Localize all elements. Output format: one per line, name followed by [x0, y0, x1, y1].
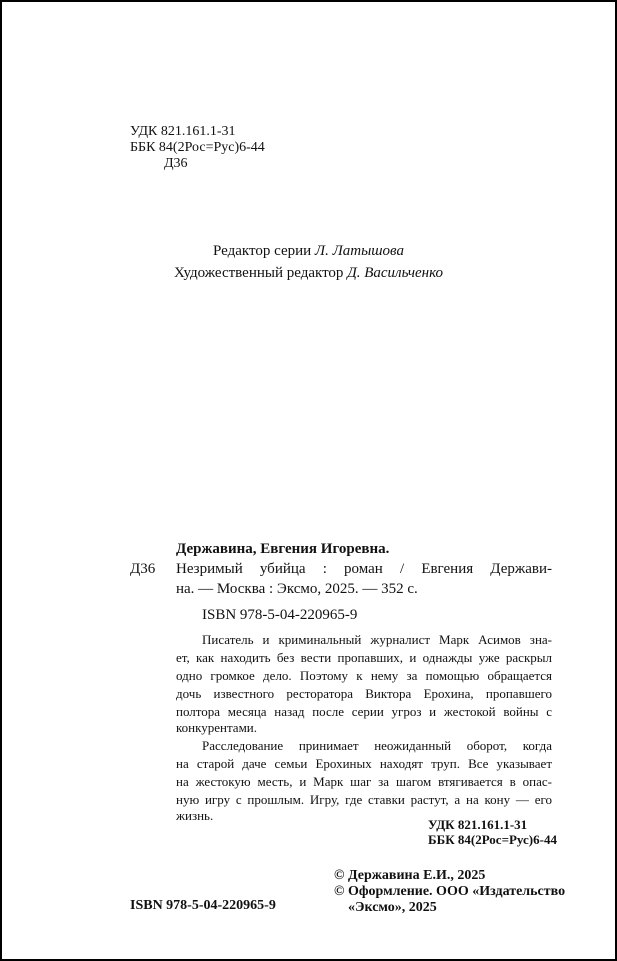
author-mark: Д36 [164, 156, 188, 171]
art-editor-role: Художественный редактор [173, 265, 348, 281]
author-heading: Державина, Евгения Игоревна. [176, 541, 390, 557]
annotation-line: Писатель и криминальный журналист Марк Асимов зна- [202, 632, 552, 647]
annotation-line: ную игру с прошлым. Игру, где ставки растут, а на кону — его [176, 792, 552, 807]
udk-code: УДК 821.161.1-31 [130, 124, 236, 139]
art-editor [2, 264, 615, 282]
bbk-code: ББК 84(2Рос=Рус)6-44 [130, 140, 265, 155]
annotation-line: жизнь. [176, 808, 214, 823]
series-editor [2, 242, 615, 260]
annotation-line: полтора месяца назад после серии угроз и жестокой войны с [176, 704, 552, 719]
copyright-line: © Оформление. ООО «Издательство [334, 884, 566, 899]
copyright-line: «Эксмо», 2025 [348, 900, 437, 915]
annotation-line: дочь известного ресторатора Виктора Ерохина, пропавшего [176, 686, 552, 701]
annotation-line: конкурентами. [176, 720, 258, 735]
catalog-isbn: ISBN 978-5-04-220965-9 [202, 607, 358, 623]
annotation-line: на старой даче семьи Ерохиных находят труп. Все указывает [176, 756, 552, 771]
annotation-line: на жестокую месть, и Марк шаг за шагом втягивается в опас- [176, 774, 552, 789]
title-line: Незримый убийца : роман / Евгения Держави- [176, 561, 552, 577]
series-editor-role: Редактор серии [213, 243, 315, 259]
copyright-line: © Державина Е.И., 2025 [334, 868, 486, 883]
bottom-isbn: ISBN 978-5-04-220965-9 [130, 898, 276, 913]
catalog-mark: Д36 [130, 561, 156, 577]
catalog-udk: УДК 821.161.1-31 [428, 817, 528, 832]
title-line: на. — Москва : Эксмо, 2025. — 352 с. [176, 581, 418, 597]
series-editor-name: Л. Латышова [314, 243, 404, 259]
annotation-line: одно громкое дело. Поэтому к нему за помощью обращается [176, 668, 552, 683]
annotation-line: ет, как находить без вести пропавших, и однажды уже раскрыл [176, 650, 552, 665]
annotation-line: Расследование принимает неожиданный оборот, когда [202, 738, 552, 753]
art-editor-name: Д. Васильченко [347, 265, 444, 281]
catalog-bbk: ББК 84(2Рос=Рус)6-44 [428, 832, 557, 847]
